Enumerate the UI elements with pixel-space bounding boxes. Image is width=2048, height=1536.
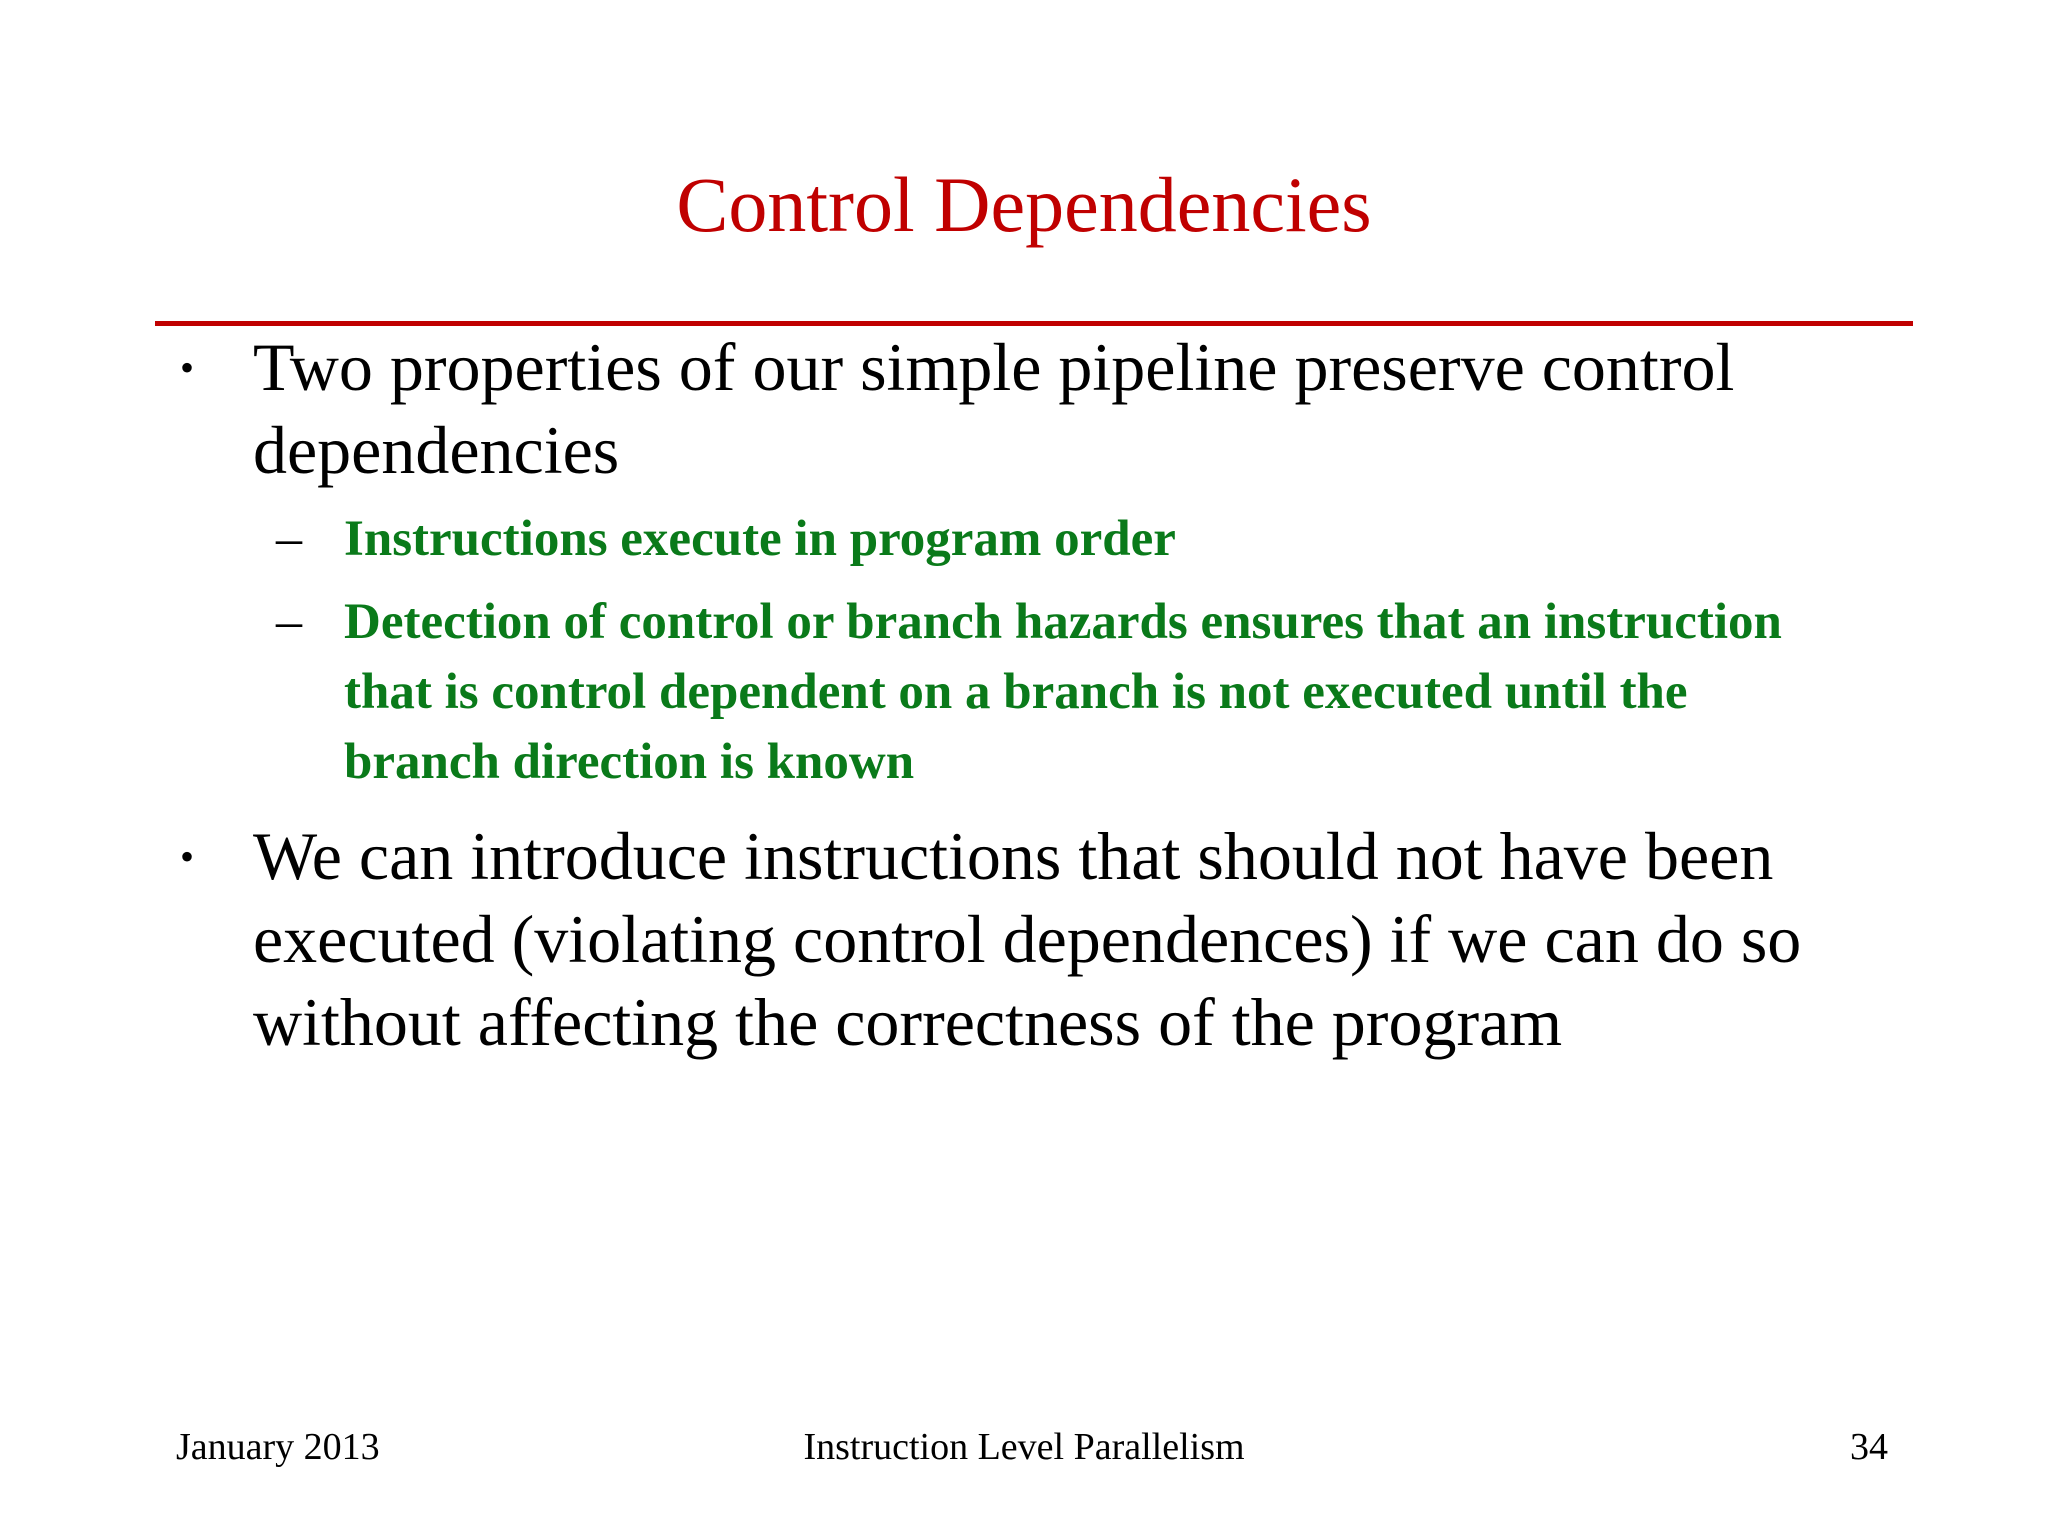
slide-title: Control Dependencies: [676, 161, 1372, 248]
sub-bullet-2-marker: –: [276, 593, 302, 650]
bullet-2-line-1: We can introduce instructions that should not have been: [253, 818, 1774, 894]
sub-bullet-1-marker: –: [276, 510, 302, 567]
sub-bullet-1-line-1: Instructions execute in program order: [344, 511, 1176, 567]
footer-page-number: 34: [1850, 1426, 1888, 1468]
sub-bullet-2-line-2: that is control dependent on a branch is not executed until the: [344, 664, 1688, 720]
bullet-1-line-1: Two properties of our simple pipeline preserve control: [253, 329, 1735, 405]
bullet-1-marker: •: [180, 345, 195, 390]
sub-bullet-2-line-3: branch direction is known: [344, 734, 915, 790]
footer-course: Instruction Level Parallelism: [803, 1426, 1245, 1468]
bullet-2-marker: •: [180, 834, 195, 879]
bullet-1-line-2: dependencies: [253, 412, 620, 488]
footer-date: January 2013: [176, 1426, 380, 1468]
sub-bullet-2-line-1: Detection of control or branch hazards ensures that an instruction: [344, 594, 1782, 650]
bullet-2-line-2: executed (violating control dependences) if we can do so: [253, 901, 1802, 977]
bullet-2-line-3: without affecting the correctness of the program: [253, 984, 1563, 1060]
